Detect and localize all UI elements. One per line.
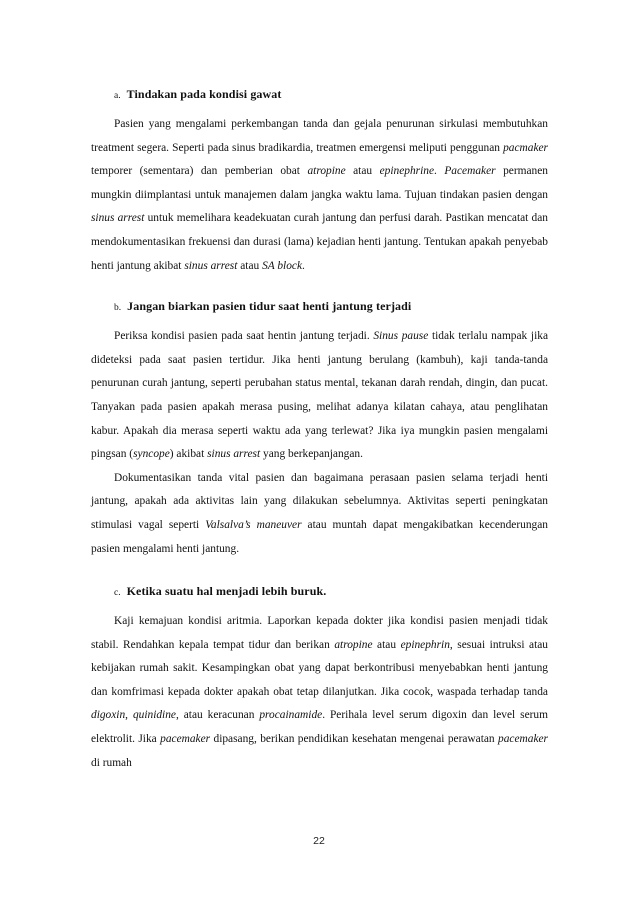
italic-term: quinidine: [132, 709, 176, 722]
italic-term: digoxin: [91, 709, 126, 722]
italic-term: procainamide: [259, 709, 323, 722]
italic-term: sinus arrest: [207, 448, 261, 461]
text-run: permanen mungkin diimplantasi untuk manajemen dalam jangka waktu lama. Tujuan tindakan pasien dengan: [91, 165, 548, 201]
text-run: , sesuai intruksi atau kebijakan rumah sakit. Kesampingkan obat yang dapat berkontribusi menyebabkan henti jantung dan komfrimasi kepada dokter apakah obat tetap dilanjutkan. Jika cocok, waspada terhadap tanda: [91, 638, 548, 698]
text-run: yang berkepanjangan.: [260, 448, 363, 461]
paragraph: [91, 325, 548, 467]
italic-term: sinus arrest: [91, 212, 145, 225]
italic-term: Pacemaker: [444, 165, 496, 178]
section-heading: [114, 298, 548, 316]
text-run: , atau keracunan: [175, 709, 260, 722]
text-run: atau muntah dapat mengakibatkan kecenderungan pasien mengalami henti jantung.: [91, 518, 548, 555]
italic-term: pacemaker: [160, 733, 211, 746]
paragraph: [91, 113, 548, 278]
text-run: atau: [237, 259, 263, 272]
text-run: Dokumentasikan tanda vital pasien dan bagaimana perasaan pasien selama terjadi henti jantung, apakah ada aktivitas lain yang dilakukan sebelumnya. Aktivitas seperti peningkatan stimulasi vagal seperti: [91, 471, 548, 531]
text-run: .: [302, 259, 305, 272]
text-run: untuk memelihara keadekuatan curah jantung dan perfusi darah. Pastikan mencatat dan mendokumentasikan frekuensi dan durasi (lama) kejadian henti jantung. Tentukan apakah penyebab henti jantung akibat: [91, 212, 548, 272]
section-title: Jangan biarkan pasien tidur saat henti jantung terjadi: [127, 299, 412, 314]
section-letter: b.: [114, 303, 122, 314]
text-run: ,: [125, 709, 133, 722]
text-run: Pasien yang mengalami perkembangan tanda dan gejala penurunan sirkulasi membutuhkan treatment segera. Seperti pada sinus bradikardia, treatmen emergensi meliputi penggunan: [91, 118, 548, 154]
text-run: tidak terlalu nampak jika dideteksi pada saat pasien tertidur. Jika henti jantung berulang (kambuh), kaji tanda-tanda penurunan curah jantung, seperti perubahan status mental, tekanan darah rendah, dingin, dan pucat. Tanyakan pada pasien apakah merasa pusing, melihat adanya kilatan cahaya, atau penglihatan kabur. Apakah dia merasa seperti waktu ada yang terlewat? Jika iya mungkin pasien mengalami pingsan (: [91, 330, 548, 461]
text-run: atau: [345, 165, 380, 178]
text-run: .: [434, 165, 445, 178]
text-run: di rumah: [91, 756, 132, 769]
italic-term: syncope: [133, 448, 170, 461]
italic-term: atropine: [334, 638, 373, 651]
italic-term: Sinus pause: [373, 330, 429, 343]
page-number: 22: [313, 835, 325, 847]
italic-term: pacmaker: [503, 141, 548, 154]
italic-term: Valsalva’s maneuver: [205, 518, 302, 531]
text-run: dipasang, berikan pendidikan kesehatan mengenai perawatan: [210, 733, 499, 746]
paragraph: [91, 610, 548, 775]
section-letter: c.: [114, 588, 121, 599]
italic-term: epinephrine: [379, 165, 434, 178]
section-b: [91, 298, 548, 561]
section-heading: [114, 86, 548, 104]
text-run: ) akibat: [169, 448, 208, 461]
section-a: [91, 86, 548, 278]
section-heading: [114, 583, 548, 601]
text-run: Kaji kemajuan kondisi aritmia. Laporkan kepada dokter jika kondisi pasien menjadi tidak stabil. Rendahkan kepala tempat tidur dan berikan: [91, 615, 548, 651]
section-title: Tindakan pada kondisi gawat: [126, 87, 282, 101]
italic-term: epinephrin: [400, 638, 450, 651]
italic-term: sinus arrest: [184, 259, 238, 272]
paragraph: [91, 467, 548, 561]
italic-term: pacemaker: [498, 733, 548, 746]
text-run: atau: [372, 638, 401, 651]
italic-term: atropine: [307, 165, 346, 178]
section-c: [91, 583, 548, 775]
page-content: [91, 86, 548, 775]
text-run: Periksa kondisi pasien pada saat hentin jantung terjadi.: [114, 330, 374, 343]
section-title: Ketika suatu hal menjadi lebih buruk.: [126, 584, 327, 599]
section-letter: a.: [114, 91, 121, 101]
text-run: temporer (sementara) dan pemberian obat: [91, 165, 308, 178]
text-run: . Perihala level serum digoxin dan level serum elektrolit. Jika: [91, 709, 548, 746]
italic-term: SA block: [262, 259, 303, 272]
